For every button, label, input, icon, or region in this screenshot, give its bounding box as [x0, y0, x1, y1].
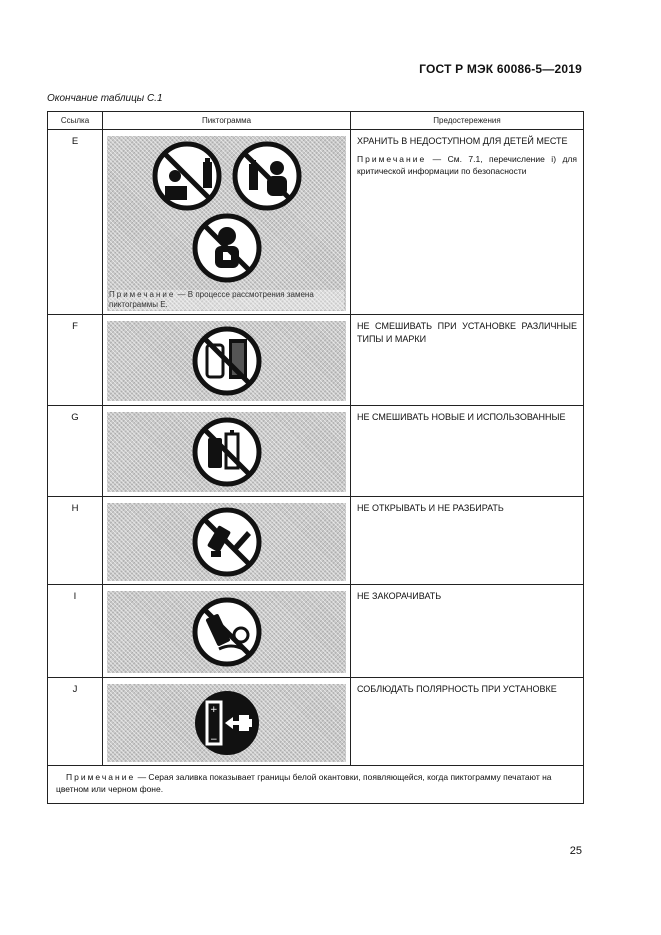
pictogram-cell [103, 130, 351, 315]
warning-text: НЕ ЗАКОРАЧИВАТЬ [357, 591, 442, 601]
gray-field [107, 591, 346, 673]
table-row [48, 406, 584, 497]
table-caption: Окончание таблицы С.1 [47, 93, 163, 104]
pictogram-cell [103, 585, 351, 678]
no-mix-types-icon [107, 321, 347, 401]
table-footnote: Примечание — Серая заливка показывает границы белой окантовки, появляющейся, когда пиктограмму печатают на цветном или черном фоне. [48, 766, 584, 804]
pictogram-table [47, 111, 584, 804]
no-child-battery-icon [107, 136, 347, 286]
warning-text: СОБЛЮДАТЬ ПОЛЯРНОСТЬ ПРИ УСТАНОВКЕ [357, 684, 557, 694]
row-ref: I [48, 585, 103, 678]
warning-cell [351, 497, 584, 585]
gray-field [107, 412, 346, 492]
svg-text:+: + [210, 705, 218, 715]
warning-cell [351, 678, 584, 766]
table-row [48, 315, 584, 406]
warning-cell [351, 130, 584, 315]
column-header-ref: Ссылка [48, 112, 103, 130]
gray-field [107, 503, 346, 581]
pictogram-note: Примечание — В процессе рассмотрения замена пиктограммы Е. [109, 290, 344, 310]
table-footnote-row [48, 766, 584, 804]
pictogram-cell [103, 678, 351, 766]
gray-field [107, 684, 346, 762]
column-header-pictogram: Пиктограмма [103, 112, 351, 130]
pictogram-cell [103, 406, 351, 497]
row-ref: F [48, 315, 103, 406]
warning-cell [351, 315, 584, 406]
gray-field [107, 321, 346, 401]
page-number: 25 [569, 845, 582, 857]
table-row [48, 130, 584, 315]
pictogram-cell [103, 315, 351, 406]
table-row [48, 678, 584, 766]
column-header-warnings: Предостережения [351, 112, 584, 130]
row-ref: E [48, 130, 103, 315]
warning-text: НЕ СМЕШИВАТЬ НОВЫЕ И ИСПОЛЬЗОВАННЫЕ [357, 412, 566, 422]
row-ref: G [48, 406, 103, 497]
warning-cell [351, 406, 584, 497]
row-ref: J [48, 678, 103, 766]
document-header: ГОСТ Р МЭК 60086-5—2019 [419, 62, 582, 76]
warning-cell [351, 585, 584, 678]
table-row [48, 497, 584, 585]
polarity-icon [107, 684, 347, 762]
gray-field [107, 136, 346, 311]
warning-text: НЕ ОТКРЫВАТЬ И НЕ РАЗБИРАТЬ [357, 503, 504, 513]
table-header-row [48, 112, 584, 130]
warning-note: Примечание — См. 7.1, перечисление i) для критической информации по безопасности [357, 154, 577, 176]
warning-text: ХРАНИТЬ В НЕДОСТУПНОМ ДЛЯ ДЕТЕЙ МЕСТЕ [357, 136, 568, 146]
warning-text: НЕ СМЕШИВАТЬ ПРИ УСТАНОВКЕ РАЗЛИЧНЫЕ ТИПЫ И МАРКИ [357, 321, 577, 344]
no-mix-old-new-icon [107, 412, 347, 492]
svg-text:−: − [210, 735, 218, 745]
no-disassemble-icon [107, 503, 347, 581]
no-short-circuit-icon [107, 591, 347, 673]
row-ref: H [48, 497, 103, 585]
table-row [48, 585, 584, 678]
pictogram-cell [103, 497, 351, 585]
